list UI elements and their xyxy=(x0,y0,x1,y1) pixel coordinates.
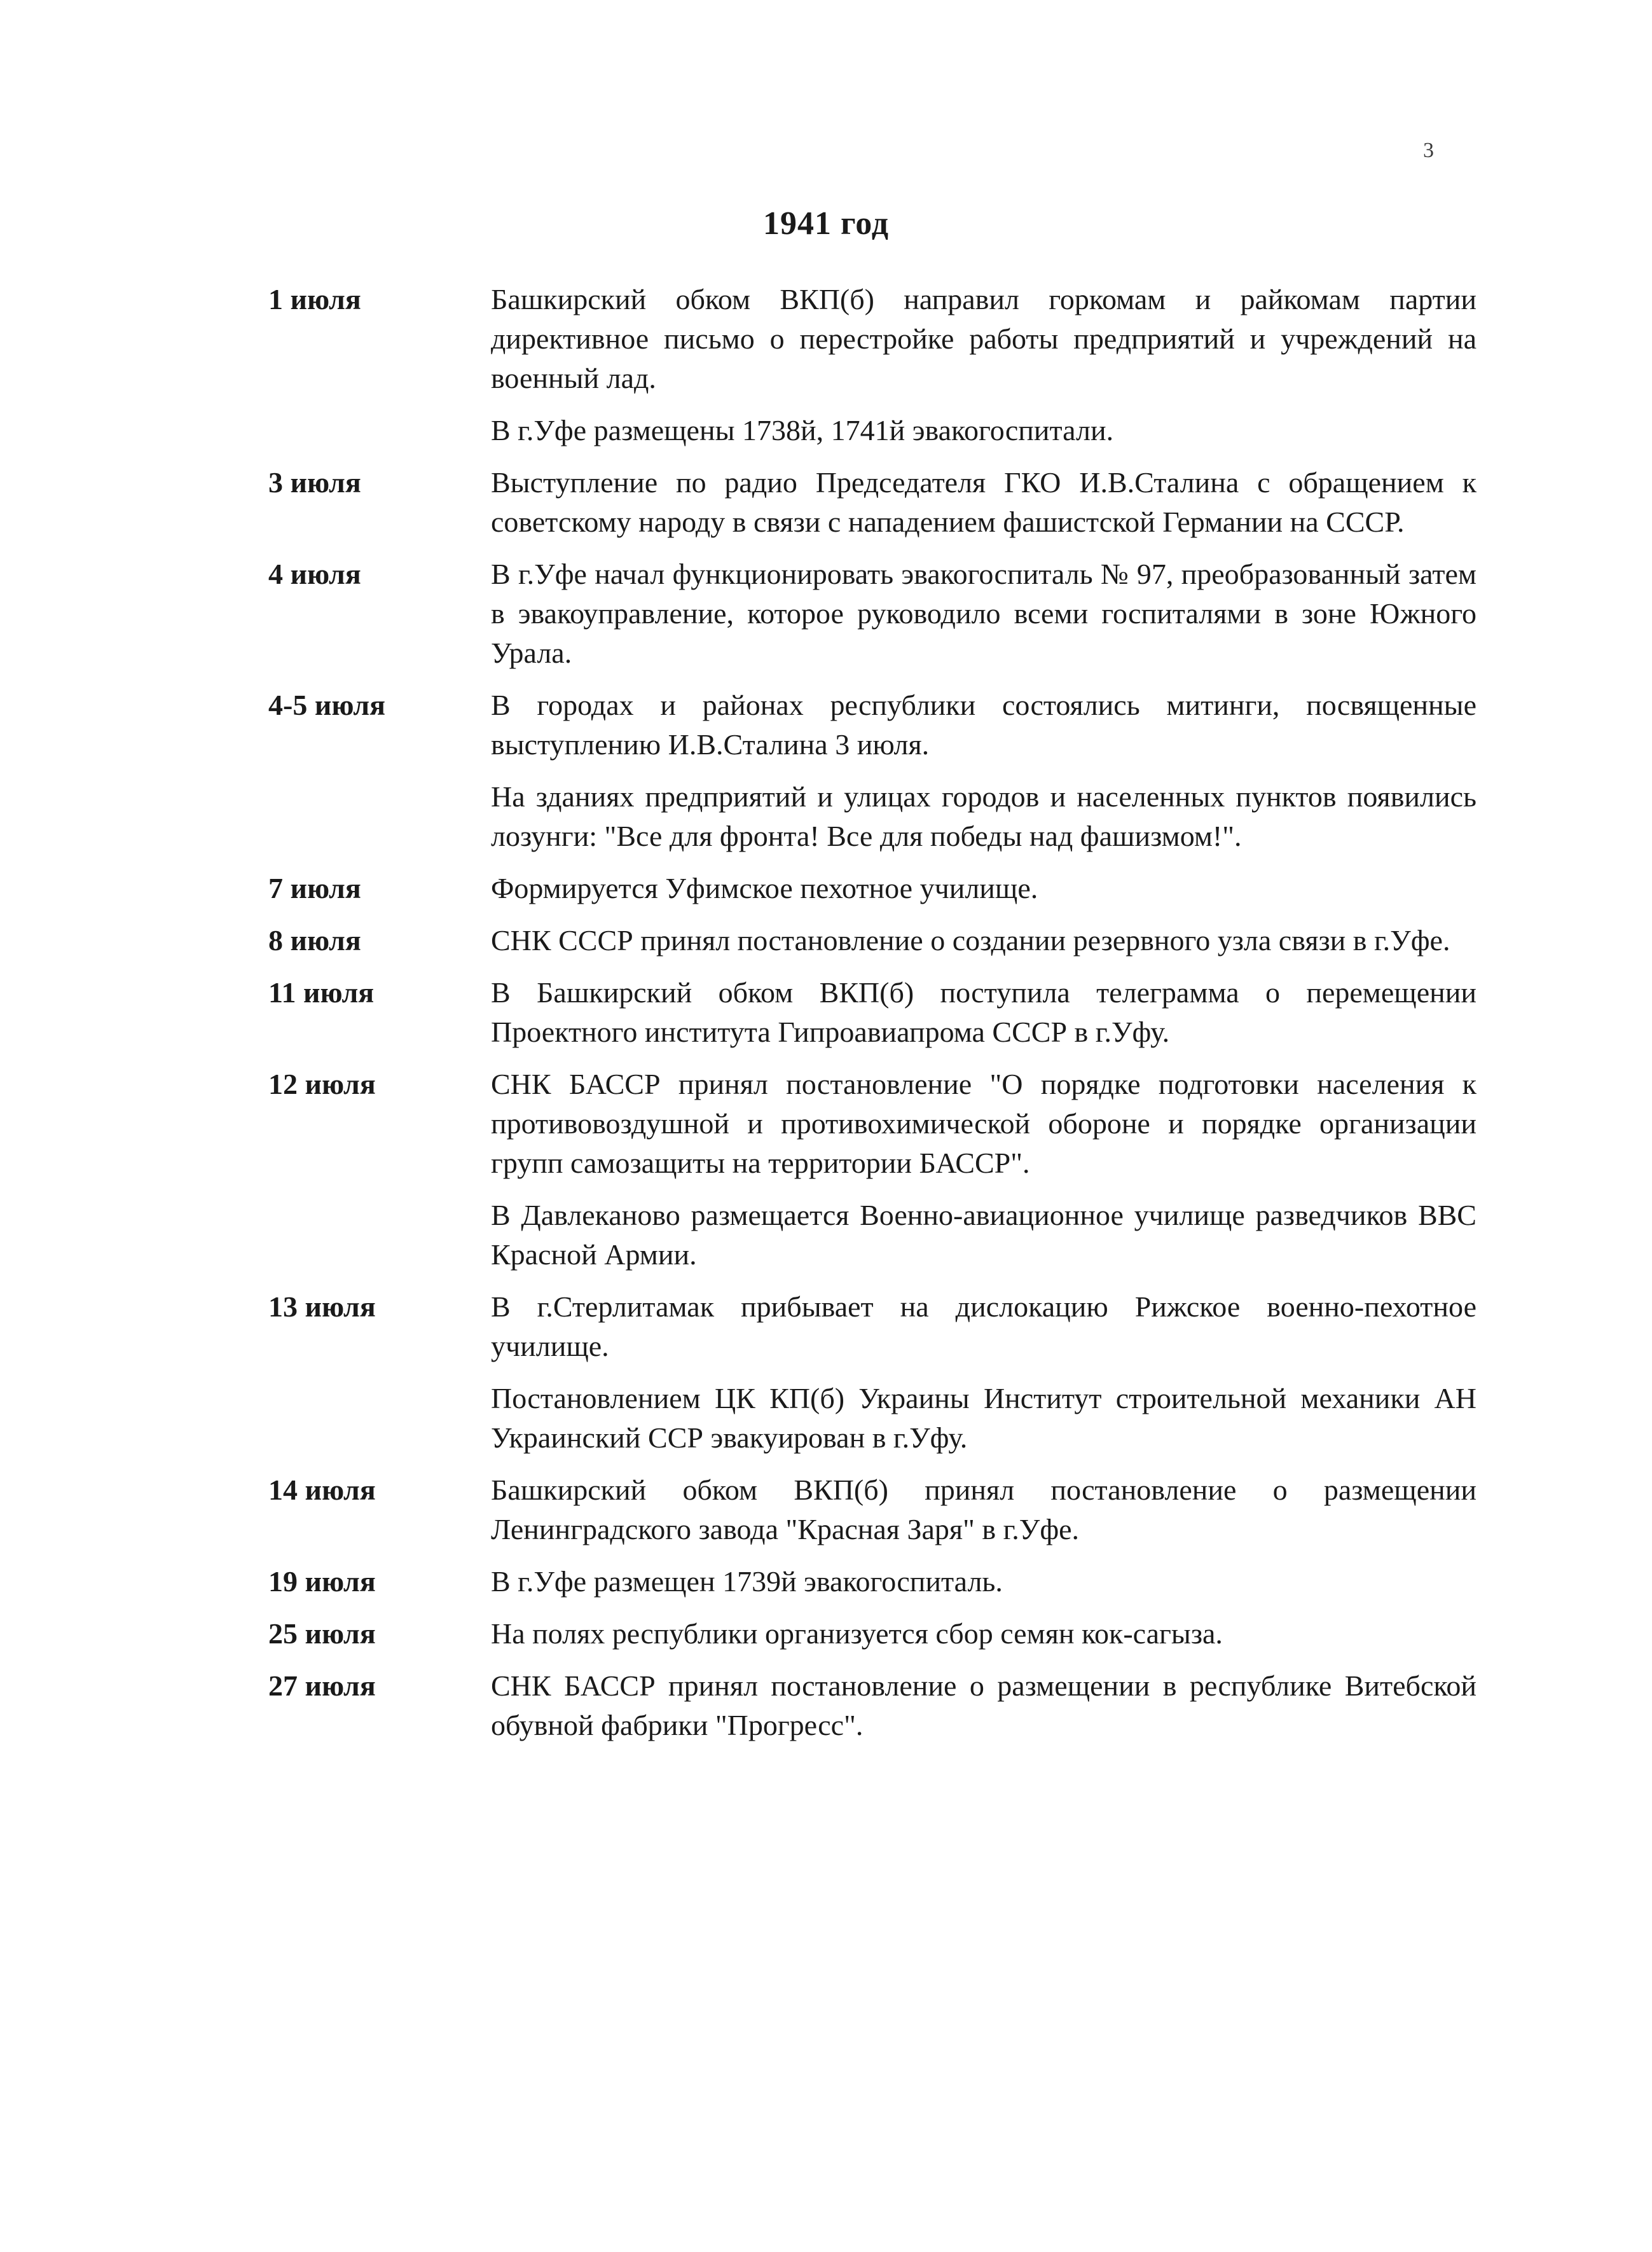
chronicle-entry xyxy=(268,555,1476,673)
entry-text: Башкирский обком ВКП(б) принял постановление о размещении Ленинградского завода "Красная Заря" в г.Уфе. xyxy=(491,1474,1476,1545)
chronicle-entry xyxy=(268,973,1476,1052)
entry-body xyxy=(491,869,1476,908)
entry-date: 25 июля xyxy=(268,1617,376,1650)
entry-date: 12 июля xyxy=(268,1068,376,1100)
entry-body xyxy=(491,463,1476,542)
entry-body xyxy=(491,921,1476,960)
entry-date: 27 июля xyxy=(268,1669,376,1702)
chronicle-entry xyxy=(268,1666,1476,1745)
entry-body xyxy=(491,555,1476,673)
entry-text: На полях республики организуется сбор семян кок-сагыза. xyxy=(491,1617,1223,1650)
entry-date: 3 июля xyxy=(268,466,361,499)
entry-body xyxy=(491,1562,1476,1601)
chronicle-entry xyxy=(268,1287,1476,1458)
chronicle-entry xyxy=(268,921,1476,960)
chronicle-entry xyxy=(268,463,1476,542)
entry-text: В г.Уфе размещены 1738й, 1741й эвакогоспитали. xyxy=(491,414,1114,446)
entry-text: В Давлеканово размещается Военно-авиационное училище разведчиков ВВС Красной Армии. xyxy=(491,1199,1476,1271)
entry-date: 7 июля xyxy=(268,872,361,904)
entry-text: В г.Уфе размещен 1739й эвакогоспиталь. xyxy=(491,1565,1003,1598)
entry-text: Постановлением ЦК КП(б) Украины Институт строительной механики АН Украинский ССР эвакуирован в г.Уфу. xyxy=(491,1382,1476,1454)
entry-text: Выступление по радио Председателя ГКО И.В.Сталина с обращением к советскому народу в связи с нападением фашистской Германии на СССР. xyxy=(491,466,1476,538)
entry-text: Формируется Уфимское пехотное училище. xyxy=(491,872,1038,904)
entry-text: СНК СССР принял постановление о создании резервного узла связи в г.Уфе. xyxy=(491,924,1450,957)
entry-body xyxy=(491,1065,1476,1275)
entry-date: 14 июля xyxy=(268,1474,376,1506)
entry-text: СНК БАССР принял постановление о размещении в республике Витебской обувной фабрики "Прогресс". xyxy=(491,1669,1476,1741)
entry-text: В г.Уфе начал функционировать эвакогоспиталь № 97, преобразованный затем в эвакоуправление, которое руководило всеми госпиталями в зоне Южного Урала. xyxy=(491,558,1476,669)
entry-body xyxy=(491,1666,1476,1745)
entry-date: 8 июля xyxy=(268,924,361,957)
chronicle-entry xyxy=(268,280,1476,450)
entry-date: 4-5 июля xyxy=(268,689,386,721)
entry-date: 19 июля xyxy=(268,1565,376,1598)
chronicle-entry xyxy=(268,686,1476,856)
entry-text: В городах и районах республики состоялись митинги, посвященные выступлению И.В.Сталина 3 июля. xyxy=(491,689,1476,761)
entry-body xyxy=(491,1614,1476,1654)
chronicle-entry xyxy=(268,869,1476,908)
page-number: 3 xyxy=(1423,139,1434,162)
entry-body xyxy=(491,973,1476,1052)
entry-text: Башкирский обком ВКП(б) направил горкомам и райкомам партии директивное письмо о перестройке работы предприятий и учреждений на военный лад. xyxy=(491,283,1476,394)
entry-date: 11 июля xyxy=(268,976,375,1009)
entry-body xyxy=(491,686,1476,856)
chronicle-entry xyxy=(268,1065,1476,1275)
entry-text: СНК БАССР принял постановление "О порядке подготовки населения к противовоздушной и противохимической обороне и порядке организации групп самозащиты на территории БАССР". xyxy=(491,1068,1476,1179)
year-heading: 1941 год xyxy=(762,205,890,242)
entry-text: На зданиях предприятий и улицах городов и населенных пунктов появились лозунги: "Все для фронта! Все для победы над фашизмом!". xyxy=(491,780,1476,852)
chronicle-list xyxy=(268,280,1476,1758)
entry-text: В г.Стерлитамак прибывает на дислокацию Рижское военно-пехотное училище. xyxy=(491,1290,1476,1362)
entry-text: В Башкирский обком ВКП(б) поступила телеграмма о перемещении Проектного института Гипроавиапрома СССР в г.Уфу. xyxy=(491,976,1476,1048)
chronicle-entry xyxy=(268,1614,1476,1654)
entry-date: 4 июля xyxy=(268,558,361,590)
entry-body xyxy=(491,280,1476,450)
entry-body xyxy=(491,1287,1476,1458)
entry-date: 1 июля xyxy=(268,283,361,315)
entry-body xyxy=(491,1470,1476,1549)
entry-date: 13 июля xyxy=(268,1290,376,1323)
chronicle-entry xyxy=(268,1562,1476,1601)
chronicle-entry xyxy=(268,1470,1476,1549)
